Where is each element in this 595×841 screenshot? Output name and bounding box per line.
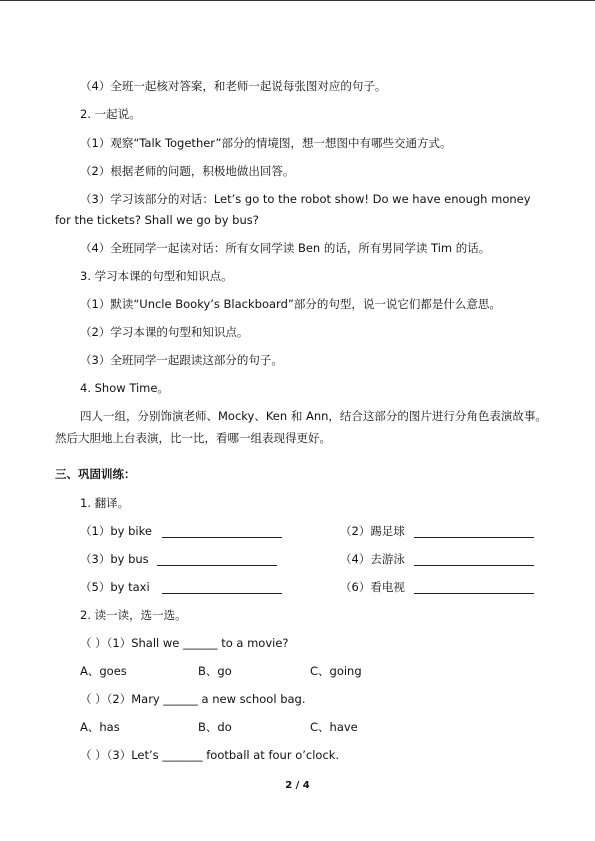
para-line: （1）默读“Uncle Booky’s Blackboard”部分的句型，说一说它们都是什么意思。: [80, 297, 501, 311]
para-line: （2）根据老师的问题，积极地做出回答。: [80, 164, 295, 178]
top-rule: [0, 0, 595, 1]
choice-question: （ ）（3）Let’s _______ football at four o’clock.: [80, 748, 340, 762]
para-line: for the tickets? Shall we go by bus?: [55, 213, 259, 227]
option: C、going: [310, 664, 362, 678]
para-line: （4）全班同学一起读对话：所有女同学读 Ben 的话，所有男同学读 Tim 的话。: [80, 241, 491, 255]
para-line: （3）全班同学一起跟读这部分的句子。: [80, 353, 283, 367]
blank: ______: [183, 636, 218, 650]
answer-blank[interactable]: [162, 581, 282, 594]
para-line: 4. Show Time。: [80, 381, 169, 395]
blank: ______: [163, 692, 198, 706]
translate-item: （5）by taxi: [80, 580, 150, 594]
para-line: 3. 学习本课的句型和知识点。: [80, 269, 233, 283]
page-number: 2 / 4: [285, 780, 310, 791]
translate-item: （3）by bus: [80, 552, 149, 566]
translate-item: （6）看电视: [340, 580, 405, 594]
para-line: （2）学习本课的句型和知识点。: [80, 325, 249, 339]
translate-item: （1）by bike: [80, 524, 152, 538]
option: B、do: [198, 720, 232, 734]
choice-question: （ ）（2）Mary ______ a new school bag.: [80, 692, 306, 706]
blank: _______: [162, 748, 203, 762]
option: A、goes: [80, 664, 127, 678]
para-line: 2. 一起说。: [80, 107, 141, 121]
answer-blank[interactable]: [414, 525, 534, 538]
answer-blank[interactable]: [162, 525, 282, 538]
option: C、have: [310, 720, 358, 734]
option: B、go: [198, 664, 232, 678]
translate-item: （2）踢足球: [340, 524, 405, 538]
para-line: （1）观察“Talk Together”部分的情境图，想一想图中有哪些交通方式。: [80, 136, 452, 150]
option: A、has: [80, 720, 120, 734]
section-heading: 三、巩固训练：: [55, 467, 136, 481]
answer-paren[interactable]: （ ）: [80, 692, 107, 706]
question-title: 1. 翻译。: [80, 496, 130, 510]
choice-question: （ ）（1）Shall we ______ to a movie?: [80, 636, 289, 650]
para-line: （4）全班一起核对答案，和老师一起说每张图对应的句子。: [80, 79, 387, 93]
answer-paren[interactable]: （ ）: [80, 636, 107, 650]
translate-item: （4）去游泳: [340, 552, 405, 566]
answer-paren[interactable]: （ ）: [80, 748, 107, 762]
answer-blank[interactable]: [157, 553, 277, 566]
para-line: （3）学习该部分的对话：Let’s go to the robot show! Do we have enough money: [80, 192, 531, 206]
question-title: 2. 读一读，选一选。: [80, 608, 187, 622]
answer-blank[interactable]: [414, 553, 534, 566]
para-line: 然后大胆地上台表演，比一比，看哪一组表现得更好。: [55, 431, 331, 445]
answer-blank[interactable]: [414, 581, 534, 594]
para-line: 四人一组，分别饰演老师、Mocky、Ken 和 Ann，结合这部分的图片进行分角色表演故事。: [80, 409, 547, 423]
